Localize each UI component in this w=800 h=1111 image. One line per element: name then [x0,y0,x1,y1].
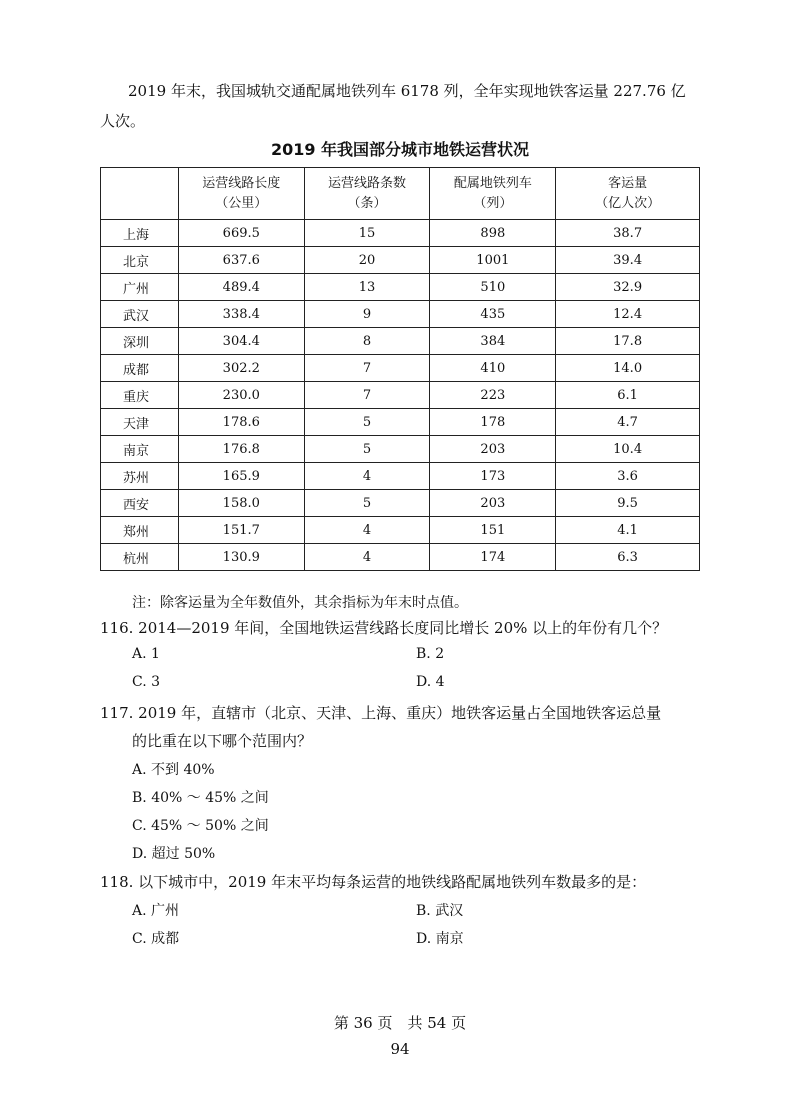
cell-trains: 510 [430,274,556,301]
header-cell: 配属地铁列车 （列） [430,168,556,220]
table-row [101,517,700,544]
table-row [101,328,700,355]
option-117-c: C. 45% ～ 50% 之间 [132,818,269,834]
option-117-b: B. 40% ～ 45% 之间 [132,790,269,806]
table-row [101,220,700,247]
cell-city: 杭州 [101,544,179,571]
cell-passengers: 9.5 [556,490,700,517]
cell-lines: 5 [304,409,430,436]
cell-lines: 4 [304,517,430,544]
cell-city: 郑州 [101,517,179,544]
option-116-d: D. 4 [416,674,445,690]
question-116: 116. 2014—2019 年间，全国地铁运营线路长度同比增长 20% 以上的年份有几个？ [100,619,668,637]
cell-length: 304.4 [178,328,304,355]
table-row [101,409,700,436]
option-116-c: C. 3 [132,674,161,690]
cell-length: 230.0 [178,382,304,409]
table-note: 注：除客运量为全年数值外，其余指标为年末时点值。 [132,595,468,611]
table-row [101,274,700,301]
cell-lines: 5 [304,490,430,517]
cell-length: 302.2 [178,355,304,382]
cell-passengers: 17.8 [556,328,700,355]
cell-city: 重庆 [101,382,179,409]
table-row [101,490,700,517]
cell-city: 苏州 [101,463,179,490]
cell-trains: 410 [430,355,556,382]
cell-length: 338.4 [178,301,304,328]
cell-passengers: 6.1 [556,382,700,409]
table-row [101,436,700,463]
header-cell: 运营线路长度 （公里） [178,168,304,220]
header-cell [101,168,179,220]
metro-table [100,167,700,571]
cell-length: 158.0 [178,490,304,517]
cell-trains: 1001 [430,247,556,274]
cell-lines: 20 [304,247,430,274]
option-116-a: A. 1 [132,646,160,662]
page-number: 94 [390,1040,410,1058]
option-116-b: B. 2 [416,646,445,662]
cell-lines: 4 [304,544,430,571]
option-118-b: B. 武汉 [416,903,464,919]
cell-passengers: 38.7 [556,220,700,247]
cell-city: 西安 [101,490,179,517]
cell-length: 176.8 [178,436,304,463]
page-info: 第 36 页 共 54 页 [333,1014,467,1032]
question-117: 117. 2019 年，直辖市（北京、天津、上海、重庆）地铁客运量占全国地铁客运总量 [100,704,662,722]
cell-passengers: 4.7 [556,409,700,436]
header-cell: 客运量 （亿人次） [556,168,700,220]
cell-lines: 4 [304,463,430,490]
cell-city: 成都 [101,355,179,382]
cell-length: 130.9 [178,544,304,571]
cell-city: 深圳 [101,328,179,355]
cell-city: 南京 [101,436,179,463]
cell-lines: 13 [304,274,430,301]
cell-trains: 435 [430,301,556,328]
table-row [101,301,700,328]
cell-length: 178.6 [178,409,304,436]
table-row [101,355,700,382]
cell-trains: 203 [430,490,556,517]
cell-city: 广州 [101,274,179,301]
cell-city: 北京 [101,247,179,274]
cell-passengers: 14.0 [556,355,700,382]
cell-length: 165.9 [178,463,304,490]
table-row [101,247,700,274]
cell-trains: 384 [430,328,556,355]
cell-passengers: 3.6 [556,463,700,490]
cell-trains: 174 [430,544,556,571]
cell-length: 669.5 [178,220,304,247]
cell-lines: 7 [304,382,430,409]
cell-lines: 9 [304,301,430,328]
question-118: 118. 以下城市中，2019 年末平均每条运营的地铁线路配属地铁列车数最多的是： [100,873,647,891]
option-118-d: D. 南京 [416,931,464,947]
cell-length: 489.4 [178,274,304,301]
cell-passengers: 12.4 [556,301,700,328]
option-118-a: A. 广州 [132,903,180,919]
cell-passengers: 32.9 [556,274,700,301]
cell-lines: 15 [304,220,430,247]
table-header-row [101,168,700,220]
cell-trains: 203 [430,436,556,463]
table-title: 2019 年我国部分城市地铁运营状况 [270,140,530,159]
cell-city: 上海 [101,220,179,247]
cell-trains: 178 [430,409,556,436]
cell-length: 637.6 [178,247,304,274]
cell-trains: 173 [430,463,556,490]
table-row [101,463,700,490]
cell-trains: 898 [430,220,556,247]
option-118-c: C. 成都 [132,931,180,947]
table-row [101,544,700,571]
cell-lines: 5 [304,436,430,463]
cell-passengers: 39.4 [556,247,700,274]
cell-passengers: 4.1 [556,517,700,544]
option-117-a: A. 不到 40% [132,762,215,778]
header-cell: 运营线路条数 （条） [304,168,430,220]
question-117-continued: 的比重在以下哪个范围内？ [132,732,313,750]
cell-length: 151.7 [178,517,304,544]
cell-city: 天津 [101,409,179,436]
cell-passengers: 10.4 [556,436,700,463]
option-117-d: D. 超过 50% [132,846,216,862]
cell-lines: 7 [304,355,430,382]
cell-lines: 8 [304,328,430,355]
cell-city: 武汉 [101,301,179,328]
cell-trains: 223 [430,382,556,409]
cell-passengers: 6.3 [556,544,700,571]
table-row [101,382,700,409]
intro-paragraph: 2019 年末，我国城轨交通配属地铁列车 6178 列，全年实现地铁客运量 227.76 亿人次。 [100,82,686,130]
cell-trains: 151 [430,517,556,544]
